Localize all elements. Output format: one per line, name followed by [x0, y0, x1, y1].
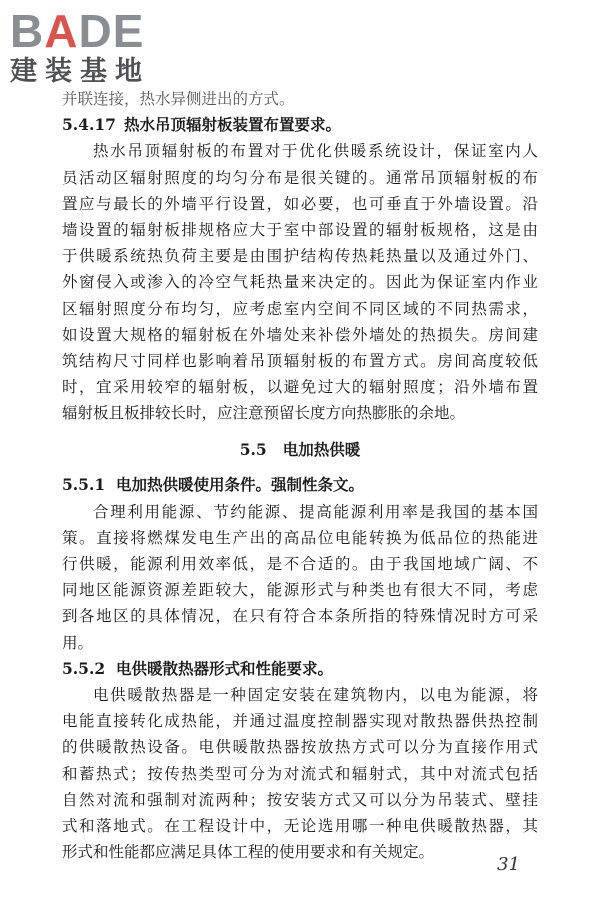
text-line: 合理利用能源、节约能源、提高能源利用率是我国的基本国: [93, 502, 538, 521]
clause-number: 5.4.17: [62, 115, 116, 135]
bade-logo: [10, 5, 180, 94]
text-line: 行供暖，能源利用效率低，是不合适的。由于我国地域广阔、不: [62, 555, 538, 573]
text-line: 于供暖系统热负荷主要是由围护结构传热耗热量以及通过外门、: [62, 247, 538, 266]
clause-title: 电加热供暖使用条件。强制性条文。: [116, 475, 365, 495]
clause-heading-5-5-1: [62, 472, 538, 498]
text-line: 到各地区的具体情况，在只有符合本条所指的特殊情况时方可采: [62, 607, 538, 626]
section-number: 5.5: [239, 440, 267, 460]
text-line: 辐射板且板排较长时，应注意预留长度方向热膨胀的余地。: [62, 404, 466, 423]
clause-number: 5.5.2: [62, 658, 106, 678]
section-name: 电加热供暖: [282, 440, 361, 460]
text-line: 同地区能源资源差距较大，能源形式与种类也有很大不同，考虑: [62, 581, 538, 600]
text-line: 区辐射照度分布均匀，应考虑室内空间不同区域的不同热需求，: [62, 299, 538, 318]
text-line: 式和落地式。在工程设计中，无论选用哪一种电供暖散热器，其: [62, 816, 538, 835]
text-line: 自然对流和强制对流两种；按安装方式又可以分为吊装式、壁挂: [62, 790, 538, 809]
logo-subtitle: 建装基地: [10, 56, 150, 87]
clause-body-5-4-17: [62, 138, 538, 426]
text-line: 策。直接将燃煤发电生产出的高品位电能转换为低品位的热能进: [62, 528, 538, 547]
logo-wordmark: BADE: [10, 5, 145, 57]
text-line: 员活动区辐射照度的均匀分布是很关键的。通常吊顶辐射板的布: [62, 168, 538, 187]
text-line: 用。: [62, 633, 94, 652]
text-line: 的供暖散热设备。电供暖散热器按放热方式可以分为直接作用式: [62, 738, 538, 757]
text-line: 电能直接转化成热能，并通过温度控制器实现对散热器供热控制: [62, 712, 538, 731]
page-number: 31: [497, 854, 520, 875]
clause-heading-5-5-2: [62, 656, 538, 682]
text-line: 形式和性能都应满足具体工程的使用要求和有关规定。: [62, 843, 435, 862]
clause-body-5-5-2: [62, 682, 538, 865]
clause-title: 电供暖散热器形式和性能要求。: [116, 658, 334, 678]
text-line: 外窗侵入或渗入的冷空气耗热量来决定的。因此为保证室内作业: [62, 273, 538, 292]
clause-title: 热水吊顶辐射板装置布置要求。: [124, 115, 342, 135]
partial-top-line: 并联连接，热水异侧进出的方式。: [62, 90, 295, 108]
clause-number: 5.5.1: [62, 475, 106, 495]
clause-body-5-5-1: [62, 499, 538, 656]
text-line: 墙设置的辐射板排规格应大于室中部设置的辐射板规格，这是由: [62, 220, 538, 239]
clause-heading-5-4-17: [62, 112, 538, 138]
text-line: 如设置大规格的辐射板在外墙处来补偿外墙处的热损失。房间建: [62, 325, 538, 344]
text-line: 时，宜采用较窄的辐射板，以避免过大的辐射照度；沿外墙布置: [62, 378, 538, 397]
text-line: 热水吊顶辐射板的布置对于优化供暖系统设计，保证室内人: [93, 142, 538, 161]
text-line: 和蓄热式；按传热类型可分为对流式和辐射式，其中对流式包括: [62, 764, 538, 783]
document-body: [62, 86, 538, 865]
text-line: 置应与最长的外墙平行设置，如必要，也可垂直于外墙设置。沿: [62, 194, 538, 213]
section-title-5-5: [62, 437, 538, 463]
text-line: 电供暖散热器是一种固定安装在建筑物内，以电为能源，将: [93, 685, 538, 704]
text-line: 筑结构尺寸同样也影响着吊顶辐射板的布置方式。房间高度较低: [62, 351, 538, 370]
